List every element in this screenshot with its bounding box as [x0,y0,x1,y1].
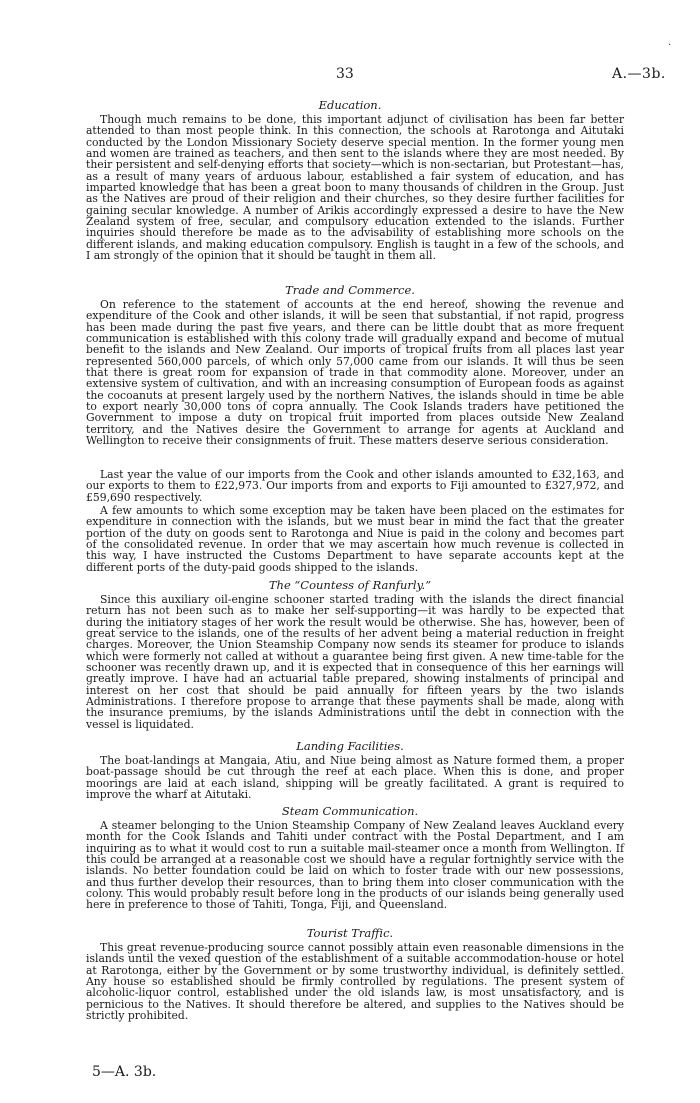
paragraph-trade-1: On reference to the statement of accounts at the end hereof, showing the revenue and expenditure of the Cook and other islands, it will be seen that substantial, if not rapid, progress has been made during the past five years, and there can be little doubt that as more frequent communication is established with this colony trade will gradually expand and become of mutual benefit to the islands and New Zealand. Our imports of tropical fruits from all places last year represented 560,000 parcels, of which only 57,000 came from our islands. It will thus be seen that there is great room for expansion of trade in that commodity alone. Moreover, under an extensive system of cultivation, and with an increasing consumption of European foods as against the cocoanuts at present largely used by the northern Natives, the islands should in time be able to export nearly 30,000 tons of copra annually. The Cook Islands traders have petitioned the Government to impose a duty on tropical fruit imported from places outside New Zealand territory, and the Natives desire the Government to arrange for agents at Auckland and Wellington to receive their consignments of fruit. These matters deserve serious consideration. [86,298,624,448]
footer-signature: 5—A. 3b. [92,1064,157,1080]
heading-tourist-traffic: Tourist Traffic. [306,926,394,940]
heading-trade-and-commerce: Trade and Commerce. [285,283,415,297]
paragraph-countess: Since this auxiliary oil-engine schooner started trading with the islands the direct financial return has not been such as to make her self-supporting—it was hardly to be expected that during the initiatory stages of her work the result would be otherwise. She has, however, been of great service to the islands, one of the results of her advent being a material reduction in freight charges. Moreover, the Union Steamship Company now sends its steamer for produce to islands which were formerly not called at without a guarantee being first given. A new time-table for the schooner was recently drawn up, and it is expected that in consequence of this her earnings will greatly improve. I have had an actuarial table prepared, showing instalments of principal and interest on her cost that should be paid annually for fifteen years by the two islands Administrations. I therefore propose to arrange that these payments shall be made, along with the insurance premiums, by the islands Administrations until the debt in connection with the vessel is liquidated. [86,593,624,731]
paragraph-landing: The boat-landings at Mangaia, Atiu, and Niue being almost as Nature formed them, a proper boat-passage should be cut through the reef at each place. When this is done, and proper moorings are laid at each island, shipping will be greatly facilitated. A grant is required to improve the wharf at Aitutaki. [86,754,624,802]
paragraph-trade-3: A few amounts to which some exception may be taken have been placed on the estimates for expenditure in connection with the islands, but we must bear in mind the fact that the greater portion of the duty on goods sent to Rarotonga and Niue is paid in the colony and becomes part of the consolidated revenue. In order that we may ascertain how much revenue is collected in this way, I have instructed the Customs Department to have separate accounts kept at the different ports of the duty-paid goods shipped to the islands. [86,504,624,574]
paragraph-education: Though much remains to be done, this important adjunct of civilisation has been far better attended to than most people think. In this connection, the schools at Rarotonga and Aitutaki conducted by the London Missionary Society deserve special mention. In the former young men and women are trained as teachers, and then sent to the islands where they are most needed. By their persistent and self-denying efforts that society—which is non-sectarian, but Protestant—has, as a result of many years of arduous labour, established a fair system of education, and has imparted knowledge that has been a great boon to many thousands of children in the Group. Just as the Natives are proud of their religion and their churches, so they desire further facilities for gaining secular knowledge. A number of Arikis accordingly expressed a desire to have the New Zealand system of free, secular, and compulsory education extended to the islands. Further inquiries should therefore be made as to the advisability of establishing more schools on the different islands, and making education compulsory. English is taught in a few of the schools, and I am strongly of the opinion that it should be taught in them all. [86,113,624,263]
page-number: 33 [336,66,354,82]
heading-education: Education. [318,98,382,112]
paragraph-trade-2: Last year the value of our imports from the Cook and other islands amounted to £32,163, and our exports to them to £22,973. Our imports from and exports to Fiji amounted to £327,972, and £59,690 respectively. [86,468,624,504]
heading-countess-of-ranfurly: The “Countess of Ranfurly.” [268,578,432,592]
paragraph-steam: A steamer belonging to the Union Steamship Company of New Zealand leaves Auckland every month for the Cook Islands and Tahiti under contract with the Postal Department, and I am inquiring as to what it would cost to run a suitable mail-steamer once a month from Wellington. If this could be arranged at a reasonable cost we should have a regular fortnightly service with the islands. No better foundation could be laid on which to foster trade with our new possessions, and thus further develop their resources, than to bring them into closer communication with the colony. This would probably result before long in the products of our islands being generally used here in preference to those of Tahiti, Tonga, Fiji, and Queensland. [86,819,624,912]
document-reference: A.—3b. [612,66,666,82]
heading-steam-communication: Steam Communication. [281,804,419,818]
paragraph-tourist: This great revenue-producing source cannot possibly attain even reasonable dimensions in the islands until the vexed question of the establishment of a suitable accommodation-house or hotel at Rarotonga, either by the Government or by some trustworthy individual, is definitely settled. Any house so established should be firmly controlled by regulations. The present system of alcoholic-liquor control, established under the old islands law, is most unsatisfactory, and is pernicious to the Natives. It should therefore be altered, and supplies to the Natives should be strictly prohibited. [86,941,624,1023]
margin-mark: · [668,40,672,51]
heading-landing-facilities: Landing Facilities. [296,739,404,753]
